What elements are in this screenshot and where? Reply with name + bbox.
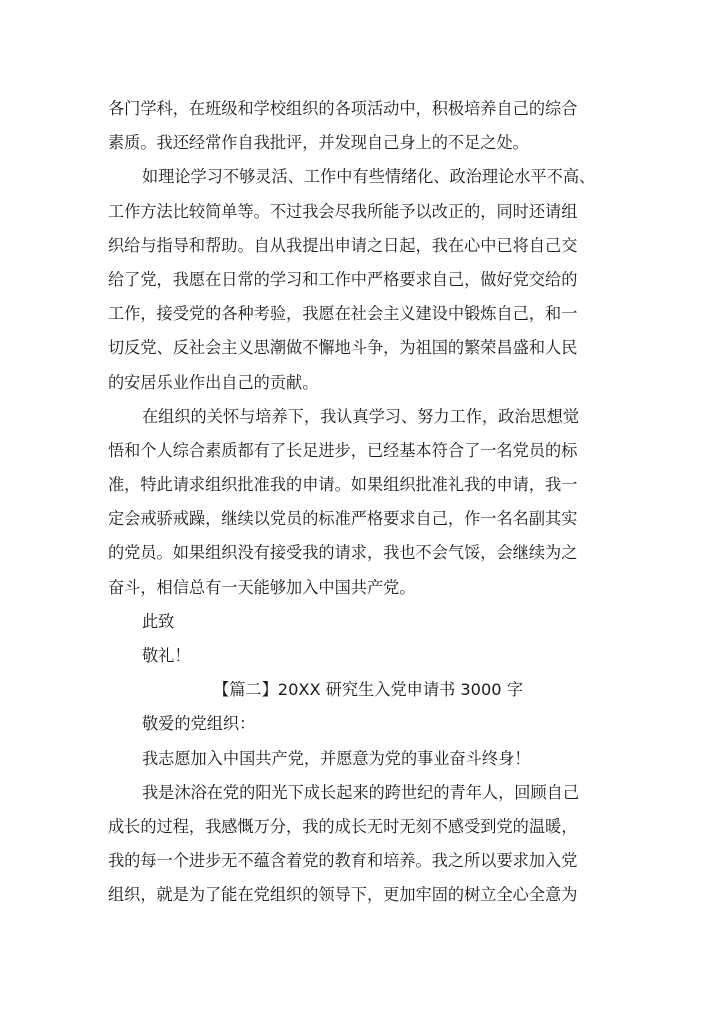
section-heading: 【篇二】20XX 研究生入党申请书 3000 字 xyxy=(213,680,523,700)
text-line: 成长的过程，我感慨万分，我的成长无时无刻不感受到党的温暖， xyxy=(108,816,578,836)
text-line: 奋斗，相信总有一天能够加入中国共产党。 xyxy=(108,577,416,597)
text-line: 素质。我还经常作自我批评，并发现自己身上的不足之处。 xyxy=(108,133,529,153)
text-line: 工作，接受党的各种考验，我愿在社会主义建设中锻炼自己，和一 xyxy=(108,304,578,324)
paragraph-start-line: 如理论学习不够灵活、工作中有些情绪化、政治理论水平不高、 xyxy=(142,167,596,187)
text-line: 我的每一个进步无不蕴含着党的教育和培养。我之所以要求加入党 xyxy=(108,851,578,871)
letter-greeting: 敬爱的党组织： xyxy=(142,714,256,734)
text-line: 组织，就是为了能在党组织的领导下，更加牢固的树立全心全意为 xyxy=(108,885,578,905)
paragraph-start-line: 在组织的关怀与培养下，我认真学习、努力工作，政治思想觉 xyxy=(142,406,580,426)
text-line: 准，特此请求组织批准我的申请。如果组织批准礼我的申请，我一 xyxy=(108,475,578,495)
text-line: 织给与指导和帮助。自从我提出申请之日起，我在心中已将自己交 xyxy=(108,235,578,255)
text-line: 切反党、反社会主义思潮做不懈地斗争，为祖国的繁荣昌盛和人民 xyxy=(108,338,578,358)
text-line: 工作方法比较简单等。不过我会尽我所能予以改正的，同时还请组 xyxy=(108,201,578,221)
text-line: 给了党，我愿在日常的学习和工作中严格要求自己，做好党交给的 xyxy=(108,269,578,289)
text-line: 的党员。如果组织没有接受我的请求，我也不会气馁，会继续为之 xyxy=(108,543,578,563)
closing-salutation: 此致 xyxy=(142,611,175,631)
text-line: 各门学科，在班级和学校组织的各项活动中，积极培养自己的综合 xyxy=(108,99,578,118)
closing-salute: 敬礼！ xyxy=(142,646,191,665)
text-line: 的安居乐业作出自己的贡献。 xyxy=(108,372,319,392)
text-line: 定会戒骄戒躁，继续以党员的标准严格要求自己，作一名名副其实 xyxy=(108,509,578,529)
text-line: 悟和个人综合素质都有了长足进步，已经基本符合了一名党员的标 xyxy=(108,440,578,460)
document-body xyxy=(108,92,628,913)
paragraph-start-line: 我是沐浴在党的阳光下成长起来的跨世纪的青年人，回顾自己 xyxy=(142,782,580,802)
paragraph-start-line: 我志愿加入中国共产党，并愿意为党的事业奋斗终身！ xyxy=(142,748,531,768)
